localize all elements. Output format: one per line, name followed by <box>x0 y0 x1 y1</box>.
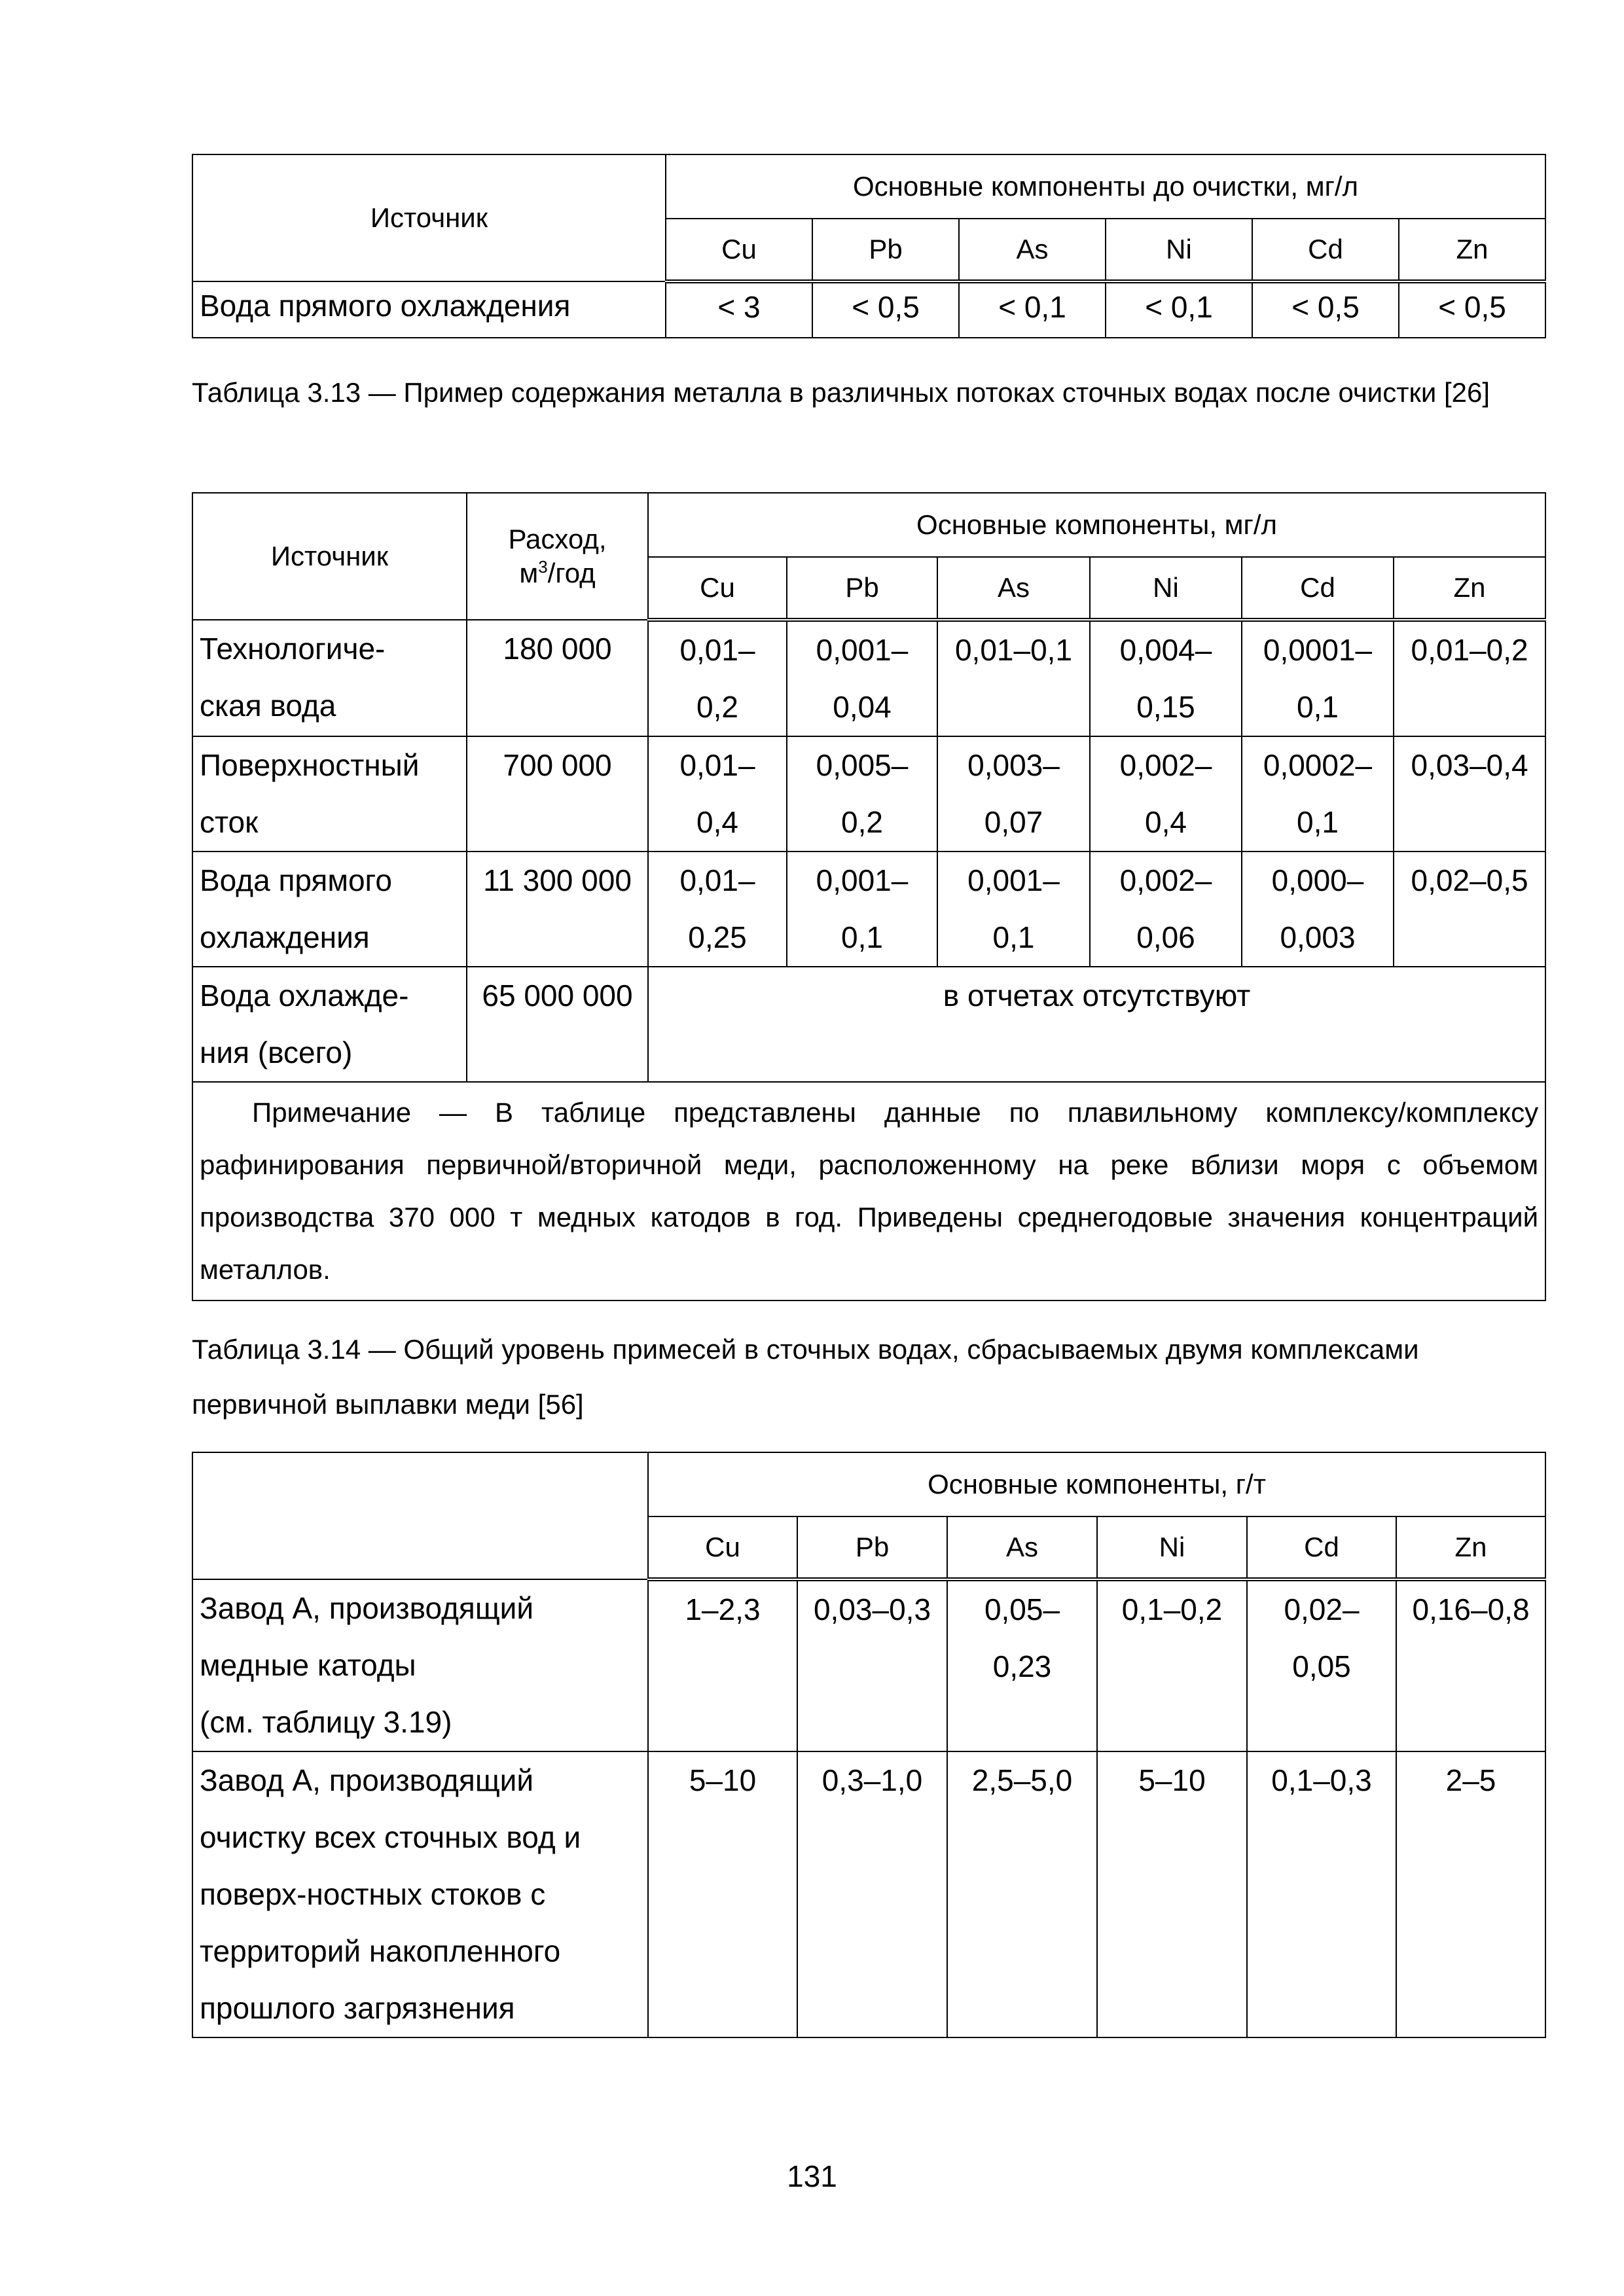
value-cell: < 0,5 <box>1399 281 1545 338</box>
source-header: Источник <box>192 493 467 620</box>
value-cell: 0,004– 0,15 <box>1090 620 1242 736</box>
table-caption-3-13: Таблица 3.13 — Пример содержания металла в различных потоках сточных водах после очистки [26] <box>192 377 1490 408</box>
value-cell: < 0,5 <box>812 281 959 338</box>
value-cell: < 0,1 <box>959 281 1106 338</box>
value-cell: 0,0002– 0,1 <box>1242 736 1394 852</box>
element-header: Cu <box>666 219 812 281</box>
table-row <box>192 852 1545 967</box>
page-number: 131 <box>787 2159 837 2193</box>
table-heavy-metals-before-treatment <box>192 154 1546 338</box>
value-cell: 0,005– 0,2 <box>787 736 937 852</box>
value-cell: < 0,1 <box>1106 281 1252 338</box>
element-header: Cu <box>648 1516 797 1579</box>
table-note-row <box>192 1082 1545 1300</box>
plant-cell: Завод А, производящий очистку всех сточных вод и поверх-ностных стоков с территорий накопленного прошлого загрязнения <box>192 1751 648 2037</box>
value-cell: 2,5–5,0 <box>947 1751 1097 2037</box>
table-metal-content-after-treatment <box>192 492 1546 1301</box>
element-header: Zn <box>1399 219 1545 281</box>
element-header: Pb <box>812 219 959 281</box>
element-header: Ni <box>1097 1516 1247 1579</box>
value-cell: 0,02–0,5 <box>1394 852 1545 967</box>
value-cell: 0,0001– 0,1 <box>1242 620 1394 736</box>
table-row <box>192 281 1545 338</box>
value-cell: < 0,5 <box>1252 281 1399 338</box>
source-cell: Вода прямого охлаждения <box>192 281 666 338</box>
table-row <box>192 736 1545 852</box>
source-cell: Вода прямого охлаждения <box>192 852 467 967</box>
element-header: Zn <box>1394 557 1545 620</box>
element-header: As <box>959 219 1106 281</box>
element-header: Cd <box>1242 557 1394 620</box>
element-header: As <box>937 557 1090 620</box>
element-header: Cd <box>1247 1516 1396 1579</box>
table-row <box>192 967 1545 1082</box>
components-group-header: Основные компоненты до очистки, мг/л <box>666 154 1545 219</box>
element-header: Cu <box>648 557 787 620</box>
value-cell: 0,001– 0,04 <box>787 620 937 736</box>
value-cell: 0,002– 0,4 <box>1090 736 1242 852</box>
value-cell: 0,05– 0,23 <box>947 1579 1097 1751</box>
flow-header <box>467 493 648 620</box>
value-cell: 0,001– 0,1 <box>937 852 1090 967</box>
value-cell: 0,01– 0,4 <box>648 736 787 852</box>
flow-cell: 180 000 <box>467 620 648 736</box>
value-cell: 5–10 <box>648 1751 797 2037</box>
merged-no-data-cell: в отчетах отсутствуют <box>648 967 1545 1082</box>
value-cell: 0,01–0,1 <box>937 620 1090 736</box>
value-cell: 0,01– 0,25 <box>648 852 787 967</box>
value-cell: 0,003– 0,07 <box>937 736 1090 852</box>
blank-header <box>192 1452 648 1579</box>
table-row <box>192 1751 1545 2037</box>
value-cell: < 3 <box>666 281 812 338</box>
value-cell: 0,01–0,2 <box>1394 620 1545 736</box>
flow-header-unit: $м^3$/год <box>519 557 596 588</box>
source-header: Источник <box>192 154 666 281</box>
flow-cell: 65 000 000 <box>467 967 648 1082</box>
element-header: Pb <box>797 1516 947 1579</box>
value-cell: 0,01– 0,2 <box>648 620 787 736</box>
value-cell: 0,002– 0,06 <box>1090 852 1242 967</box>
element-header: Ni <box>1090 557 1242 620</box>
source-cell: Вода охлажде- ния (всего) <box>192 967 467 1082</box>
table-note: Примечание — В таблице представлены данные по плавильному комплексу/комплексу рафинирования первичной/вторичной меди, расположенному на реке вблизи моря с объемом производства 370 000 т медных катодов в год. Приведены среднегодовые значения концентраций металлов. <box>192 1082 1545 1300</box>
element-header: As <box>947 1516 1097 1579</box>
value-cell: 0,1–0,2 <box>1097 1579 1247 1751</box>
flow-cell: 700 000 <box>467 736 648 852</box>
element-header: Zn <box>1396 1516 1545 1579</box>
table-row <box>192 620 1545 736</box>
element-header: Cd <box>1252 219 1399 281</box>
value-cell: 0,03–0,4 <box>1394 736 1545 852</box>
element-header: Ni <box>1106 219 1252 281</box>
value-cell: 5–10 <box>1097 1751 1247 2037</box>
value-cell: 2–5 <box>1396 1751 1545 2037</box>
flow-header-label: Расход, <box>508 524 607 554</box>
source-cell: Технологиче- ская вода <box>192 620 467 736</box>
table-caption-3-14: Таблица 3.14 — Общий уровень примесей в сточных водах, сбрасываемых двумя комплексами первичной выплавки меди [56] <box>192 1334 1419 1420</box>
table-row <box>192 1579 1545 1751</box>
value-cell: 0,03–0,3 <box>797 1579 947 1751</box>
value-cell: 0,16–0,8 <box>1396 1579 1545 1751</box>
source-cell: Поверхностный сток <box>192 736 467 852</box>
components-group-header: Основные компоненты, г/т <box>648 1452 1545 1516</box>
flow-cell: 11 300 000 <box>467 852 648 967</box>
components-group-header: Основные компоненты, мг/л <box>648 493 1545 557</box>
plant-cell: Завод А, производящий медные катоды (см. таблицу 3.19) <box>192 1579 648 1751</box>
value-cell: 0,000– 0,003 <box>1242 852 1394 967</box>
value-cell: 1–2,3 <box>648 1579 797 1751</box>
value-cell: 0,3–1,0 <box>797 1751 947 2037</box>
value-cell: 0,001– 0,1 <box>787 852 937 967</box>
element-header: Pb <box>787 557 937 620</box>
table-impurity-levels-smelters <box>192 1452 1546 2038</box>
value-cell: 0,02– 0,05 <box>1247 1579 1396 1751</box>
value-cell: 0,1–0,3 <box>1247 1751 1396 2037</box>
